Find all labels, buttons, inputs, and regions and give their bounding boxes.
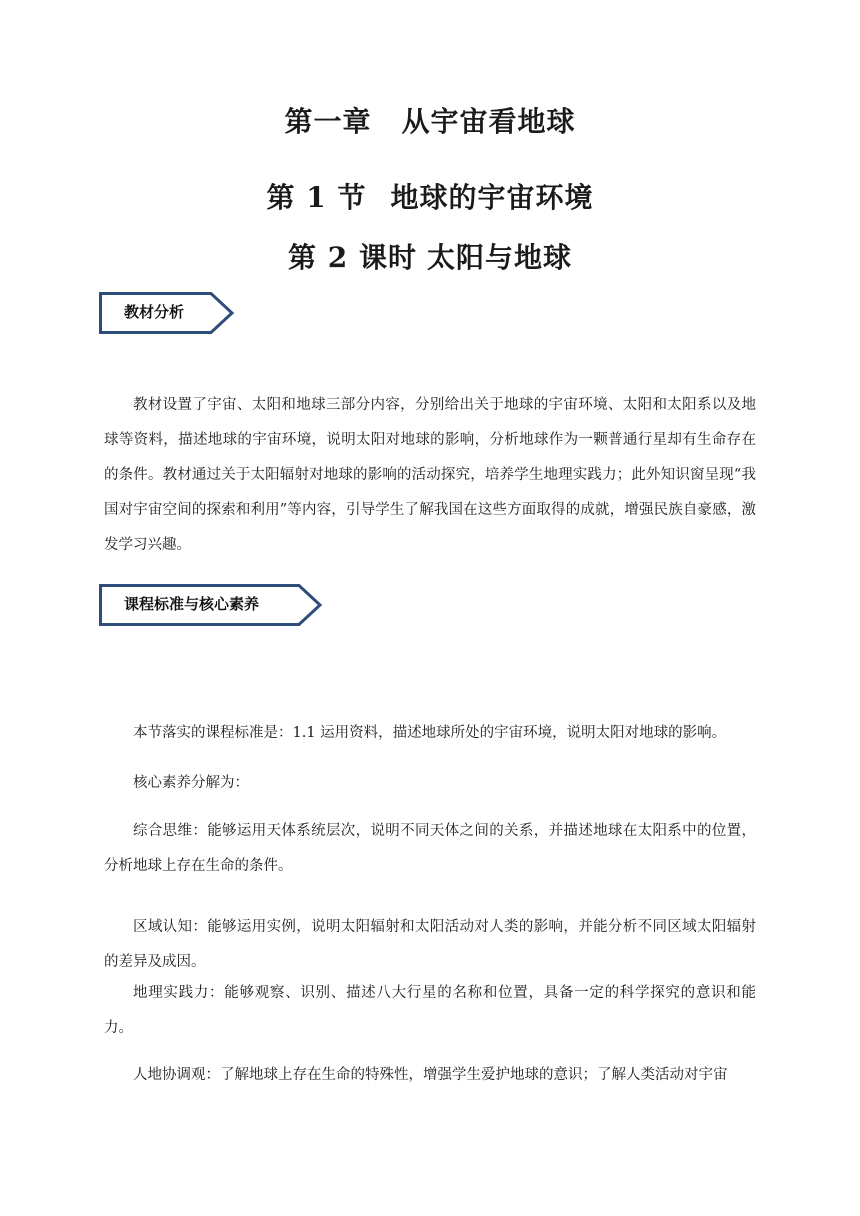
core-intro-paragraph: 核心素养分解为： bbox=[133, 775, 249, 791]
analysis-paragraph: 教材设置了宇宙、太阳和地球三部分内容，分别给出关于地球的宇宙环境、太阳和太阳系以及地球等资料，描述地球的宇宙环境，说明太阳对地球的影响，分析地球作为一颗普通行星却有生命存在的条件。教材通过关于太阳辐射对地球的影响的活动探究，培养学生地理实践力；此外知识窗呈现“我国对宇宙空间的探索和利用”等内容，引导学生了解我国在这些方面取得的成就，增强民族自豪感，激发学习兴趣。 bbox=[104, 397, 756, 553]
practice-paragraph: 地理实践力：能够观察、识别、描述八大行星的名称和位置，具备一定的科学探究的意识和能力。 bbox=[104, 985, 756, 1036]
section-name: 地球的宇宙环境 bbox=[390, 181, 594, 214]
section-title bbox=[0, 176, 860, 216]
section-prefix: 第 1 节 bbox=[266, 181, 367, 214]
lesson-name: 太阳与地球 bbox=[426, 241, 572, 274]
standards-tag bbox=[99, 584, 323, 628]
chapter-title bbox=[0, 100, 860, 140]
analysis-tag-label: 教材分析 bbox=[124, 303, 185, 321]
human-earth-paragraph: 人地协调观：了解地球上存在生命的特殊性，增强学生爱护地球的意识；了解人类活动对宇宙 bbox=[133, 1067, 728, 1083]
standards-tag-label: 课程标准与核心素养 bbox=[124, 595, 260, 613]
lesson-title bbox=[0, 236, 860, 276]
lesson-prefix: 第 2 课时 bbox=[288, 241, 417, 274]
chapter-name: 从宇宙看地球 bbox=[401, 105, 576, 138]
thinking-paragraph: 综合思维：能够运用天体系统层次，说明不同天体之间的关系，并描述地球在太阳系中的位置，分析地球上存在生命的条件。 bbox=[104, 823, 756, 874]
analysis-tag bbox=[99, 292, 235, 336]
region-paragraph: 区域认知：能够运用实例，说明太阳辐射和太阳活动对人类的影响，并能分析不同区域太阳辐射的差异及成因。 bbox=[104, 919, 756, 970]
chapter-prefix: 第一章 bbox=[284, 105, 372, 138]
standard-paragraph: 本节落实的课程标准是：1.1 运用资料，描述地球所处的宇宙环境，说明太阳对地球的影响。 bbox=[133, 725, 727, 741]
